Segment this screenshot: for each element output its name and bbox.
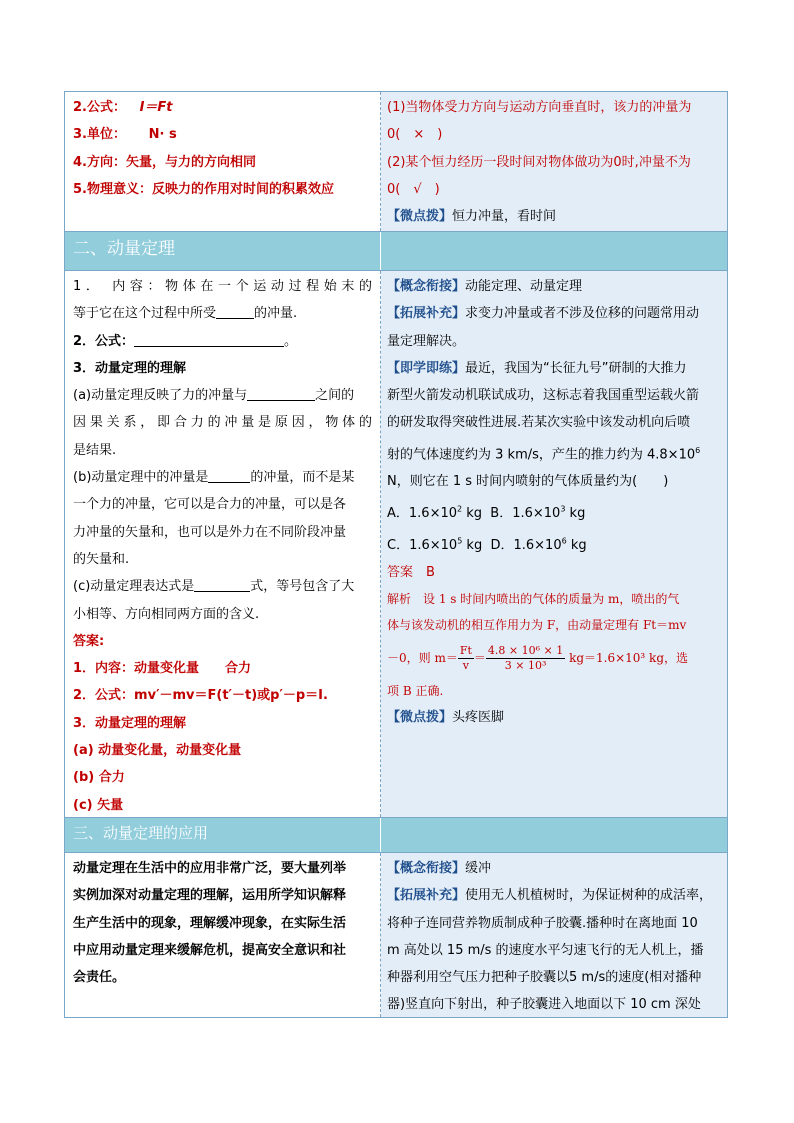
content-line: 是结果. xyxy=(73,442,117,458)
practice-question-line: 新型火箭发动机联试成功，这标志着我国重型运载火箭 xyxy=(387,388,700,404)
section-header-right xyxy=(381,232,727,270)
answer-line: 答案 B xyxy=(387,564,435,580)
content-line: 实例加深对动量定理的理解，运用所学知识解释 xyxy=(73,888,347,904)
practice-question-line: 射的气体速度约为 3 km/s，产生的推力约为 $4.8\times 10^6$ xyxy=(387,445,701,463)
content-line: (b)动量定理中的冲量是 的冲量，而不是某 xyxy=(73,470,355,486)
practice-question: 【即学即练】最近，我国为“长征九号”研制的大推力 xyxy=(387,360,687,376)
option-a: A．$1.6\times 10^2$ kg xyxy=(387,504,483,522)
lesson-table xyxy=(64,91,728,1018)
options-row-1 xyxy=(387,496,721,528)
fraction-values: $\frac{\text{4.8 × 10⁶ × 1}}{\text{3 × 10³}}$ xyxy=(487,644,564,673)
answer-label: 答案: xyxy=(73,633,105,649)
tip-line: 【微点拨】头疼医脚 xyxy=(387,710,505,726)
extension-note-cont: 器)竖直向下射出，种子胶囊进入地面以下 10 cm 深处 xyxy=(387,997,701,1013)
judgement-q2: (2)某个恒力经历一段时间对物体做功为0时,冲量不为 xyxy=(387,154,691,170)
formula-blank-line: 2．公式： 。 xyxy=(73,333,298,349)
application-side-notes xyxy=(381,853,727,1017)
direction-line: 4.方向：矢量，与力的方向相同 xyxy=(73,154,256,170)
option-b: B．$1.6\times 10^3$ kg xyxy=(490,504,586,522)
content-line: (a)动量定理反映了力的冲量与 之间的 xyxy=(73,388,355,404)
unit-line: 3.单位： N· s xyxy=(73,127,177,143)
extension-note-cont: 将种子连同营养物质制成种子胶囊.播种时在离地面 10 xyxy=(387,915,698,931)
application-notes xyxy=(65,853,381,1017)
answer-line: 2．公式：mv′－mv＝F(t′－t)或p′－p＝I. xyxy=(73,688,328,704)
content-line: 小相等、方向相同两方面的含义. xyxy=(73,606,260,622)
content-line: 生产生活中的现象，理解缓冲现象，在实际生活 xyxy=(73,915,347,931)
fraction-ft-over-v: $\frac{Ft}{v}$ xyxy=(459,644,472,673)
content-line: 会责任。 xyxy=(73,970,126,986)
extension-note-cont: 种器利用空气压力把种子胶囊以5 m/s的速度(相对播种 xyxy=(387,970,702,986)
content-line: 因果关系，即合力的冲量是原因，物体的 xyxy=(73,415,372,431)
judgement-q2-answer: 0( √ ) xyxy=(387,181,440,197)
judgement-q1-answer: 0( × ) xyxy=(387,127,443,143)
option-d: D．$1.6\times 10^6$ kg xyxy=(490,536,587,553)
concept-link: 【概念衔接】缓冲 xyxy=(387,861,492,876)
impulse-judgement xyxy=(381,92,727,231)
meaning-line: 5.物理意义：反映力的作用对时间的积累效应 xyxy=(73,181,334,197)
content-line: 等于它在这个过程中所受 的冲量. xyxy=(73,306,298,322)
content-line: 的矢量和. xyxy=(73,551,130,567)
tip-line: 【微点拨】恒力冲量，看时间 xyxy=(387,209,557,225)
content-line: 动量定理在生活中的应用非常广泛，要大量列举 xyxy=(73,861,347,876)
practice-question-line: 的研发取得突破性进展.若某次实验中该发动机向后喷 xyxy=(387,415,691,431)
extension-note-cont: 量定理解决。 xyxy=(387,333,466,349)
answer-line: (b) 合力 xyxy=(73,770,125,786)
section-header-momentum-theorem xyxy=(65,232,727,271)
content-line: 力冲量的矢量和，也可以是外力在不同阶段冲量 xyxy=(73,524,347,540)
section-title: 三、动量定理的应用 xyxy=(65,818,381,852)
explanation-formula: －0，则 m＝ $\frac{Ft}{v}$ ＝ $\frac{\text{4.8 × 10⁶ × 1}}{\text{3 × 10³}}$ kg＝1.6×10³ kg，选 xyxy=(387,644,689,673)
answer-line: (a) 动量变化量，动量变化量 xyxy=(73,743,242,759)
theorem-notes xyxy=(65,271,381,817)
application-row xyxy=(65,853,727,1017)
practice-question-line: N，则它在 1 s 时间内喷射的气体质量约为( ) xyxy=(387,474,669,490)
answer-line: 3．动量定理的理解 xyxy=(73,715,187,731)
content-line: (c)动量定理表达式是 式，等号包含了大 xyxy=(73,579,355,595)
explanation-line: 项 B 正确. xyxy=(387,684,444,699)
options-row-2 xyxy=(387,527,721,559)
extension-note: 【拓展补充】求变力冲量或者不涉及位移的问题常用动 xyxy=(387,306,700,322)
section-header-application xyxy=(65,818,727,853)
understanding-heading: 3．动量定理的理解 xyxy=(73,360,187,376)
impulse-notes xyxy=(65,92,381,231)
content-line: 一个力的冲量，它可以是合力的冲量，可以是各 xyxy=(73,497,347,513)
extension-note: 【拓展补充】使用无人机植树时，为保证树种的成活率， xyxy=(387,888,713,904)
option-c: C．$1.6\times 10^5$ kg xyxy=(387,536,483,553)
section-title: 二、动量定理 xyxy=(65,232,381,270)
section-header-right xyxy=(381,818,727,852)
momentum-theorem-row xyxy=(65,271,727,818)
answer-line: (c) 矢量 xyxy=(73,797,124,813)
extension-note-cont: m 高处以 15 m/s 的速度水平匀速飞行的无人机上，播 xyxy=(387,942,704,958)
impulse-row xyxy=(65,92,727,232)
content-line: 1． 内容：物体在一个运动过程始末的 xyxy=(73,279,372,294)
answer-line: 1．内容：动量变化量 合力 xyxy=(73,661,252,677)
explanation-line: 体与该发动机的相互作用力为 F，由动量定理有 Ft＝mv xyxy=(387,618,687,633)
explanation-line: 解析 设 1 s 时间内喷出的气体的质量为 m，喷出的气 xyxy=(387,592,680,607)
concept-link: 【概念衔接】动能定理、动量定理 xyxy=(387,279,583,294)
formula-line: 2.公式： I＝Ft xyxy=(73,100,173,115)
content-line: 中应用动量定理来缓解危机，提高安全意识和社 xyxy=(73,942,347,958)
judgement-q1: (1)当物体受力方向与运动方向垂直时，该力的冲量为 xyxy=(387,100,692,115)
theorem-side-notes xyxy=(381,271,727,817)
